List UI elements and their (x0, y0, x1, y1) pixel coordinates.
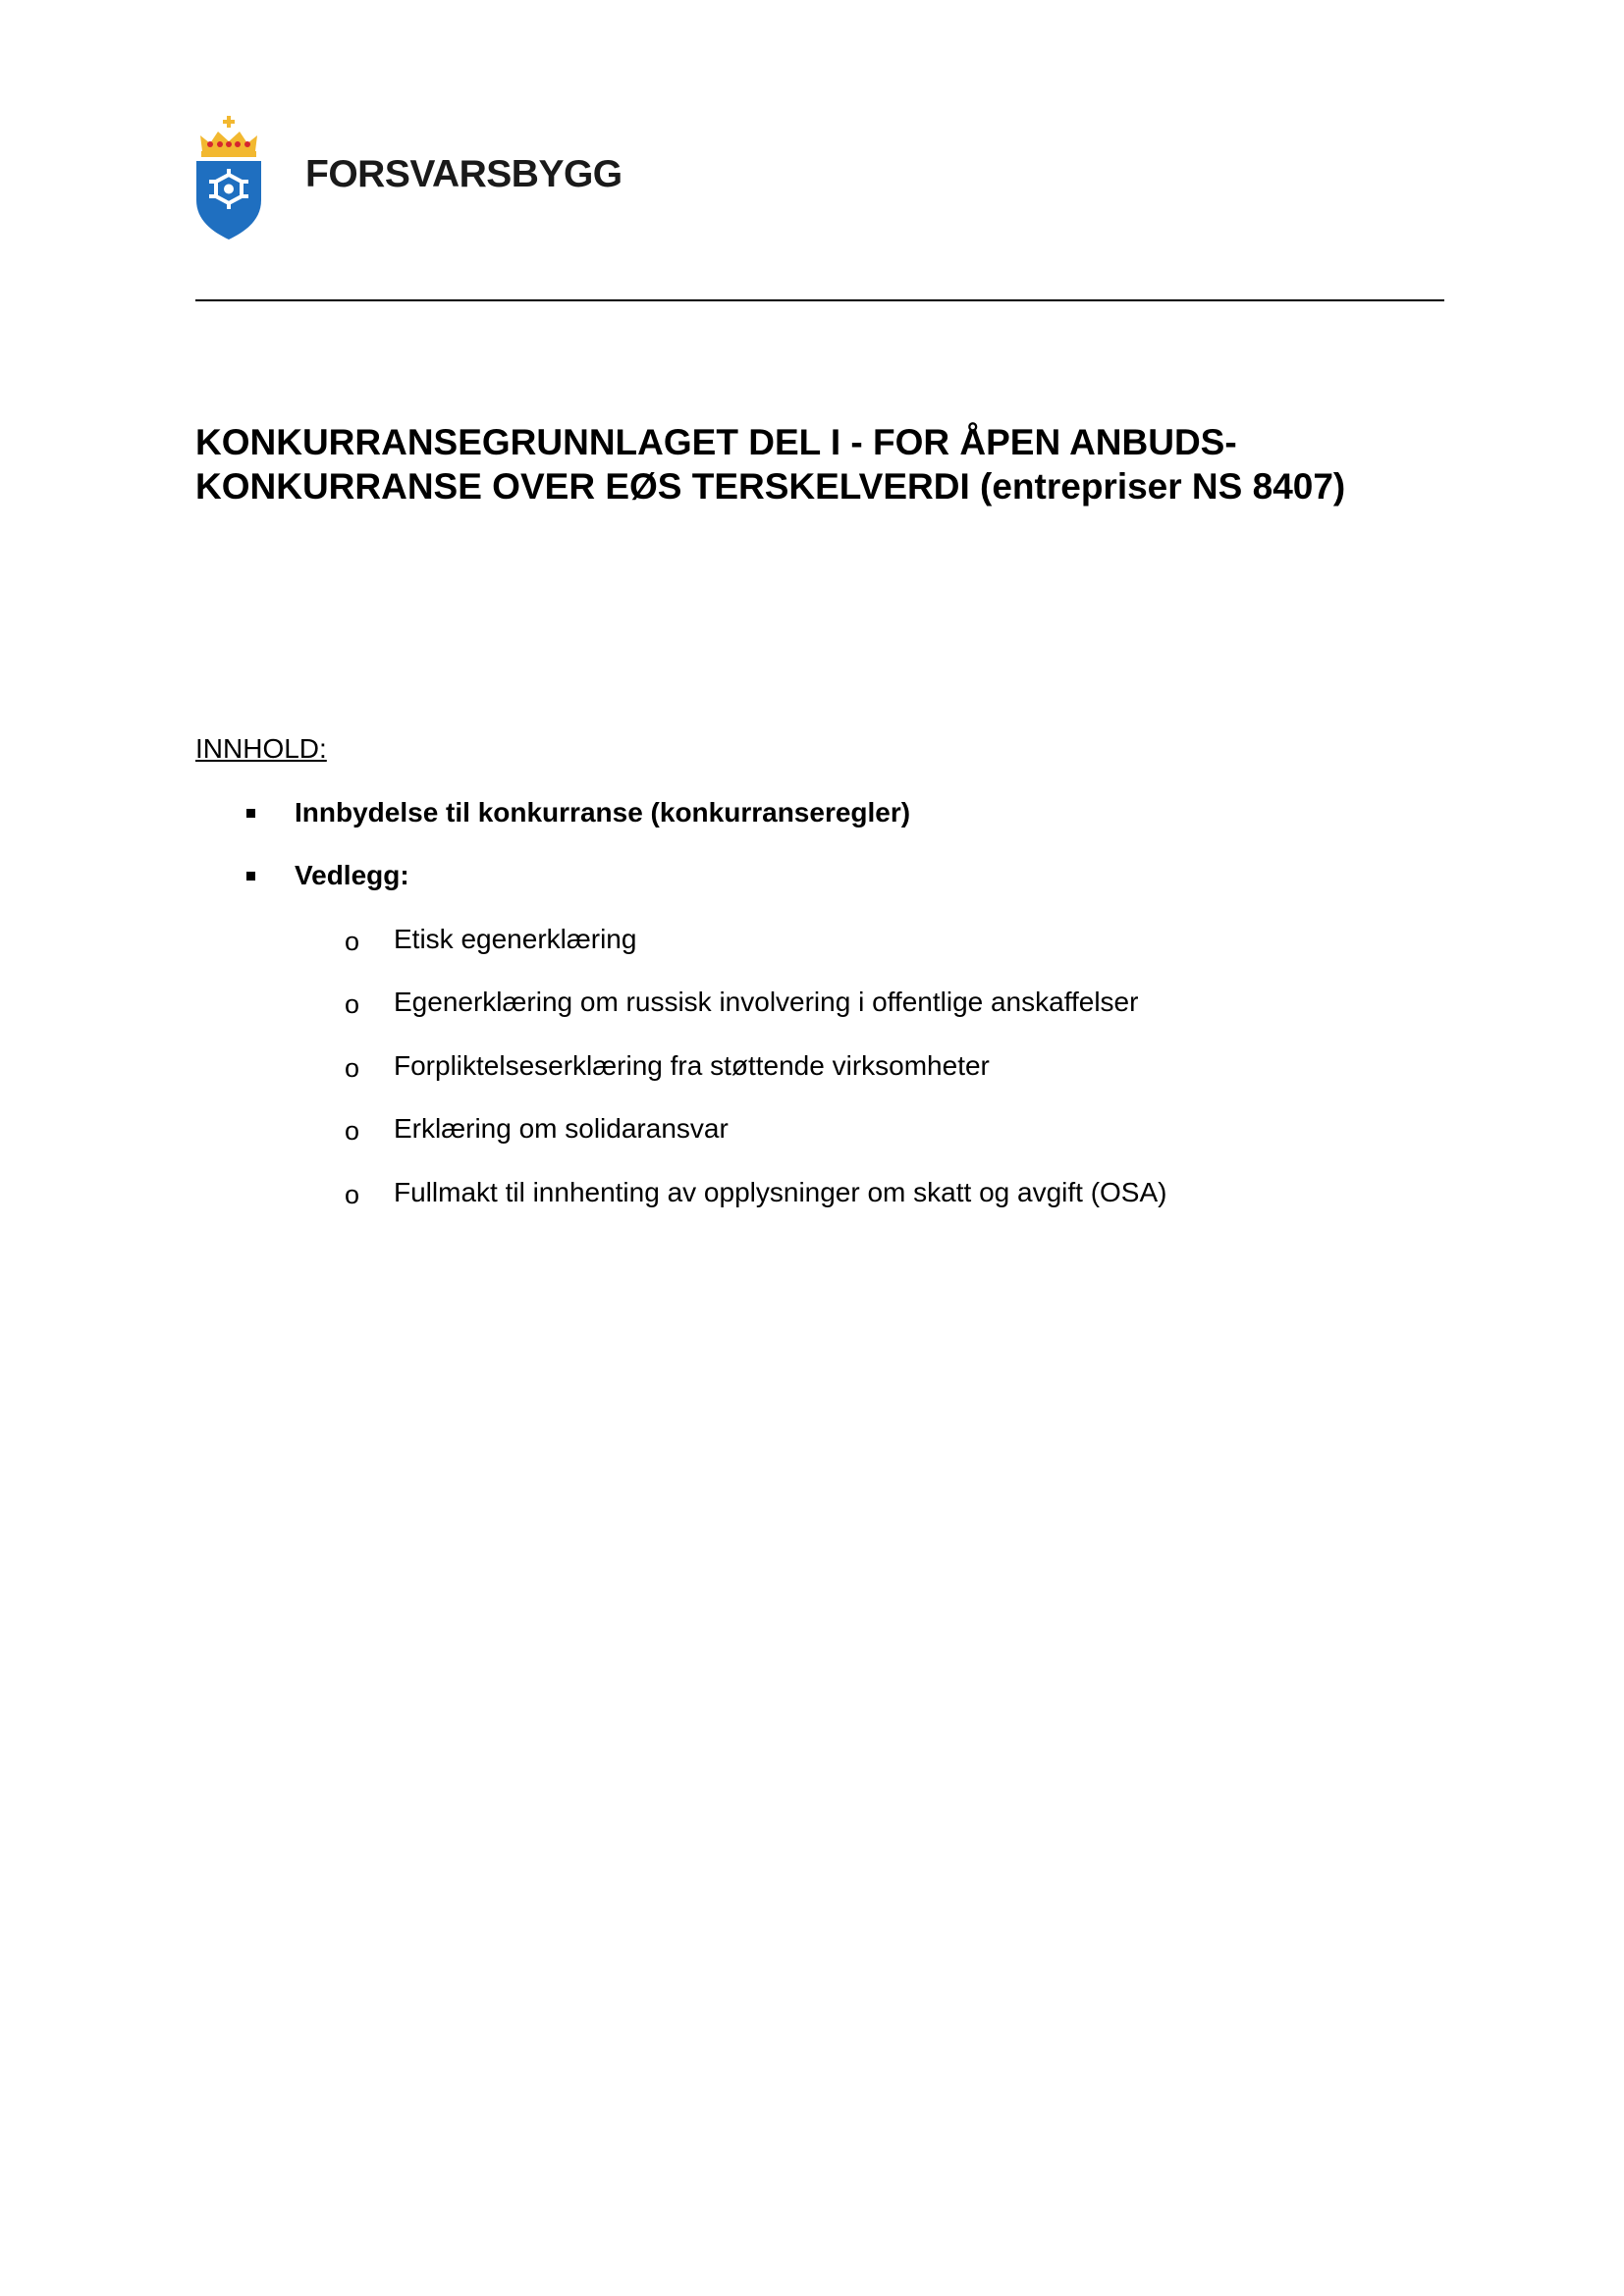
square-bullet-icon (246, 872, 255, 881)
circle-bullet-icon: o (345, 989, 360, 1019)
contents-item-text: Innbydelse til konkurranse (konkurranseregler) (295, 797, 911, 828)
contents-subitem-text: Etisk egenerklæring (394, 924, 637, 954)
contents-item-text: Vedlegg: (295, 860, 409, 890)
document-title-line-2: KONKURRANSE OVER EØS TERSKELVERDI (entrepriser NS 8407) (195, 466, 1346, 507)
header-divider (195, 299, 1444, 301)
circle-bullet-icon: o (345, 927, 360, 956)
circle-bullet-icon: o (345, 1180, 360, 1209)
square-bullet-icon (246, 809, 255, 818)
circle-bullet-icon: o (345, 1116, 360, 1146)
circle-bullet-icon: o (345, 1053, 360, 1083)
contents-subitem-text: Forpliktelseserklæring fra støttende virksomheter (394, 1050, 990, 1081)
contents-subitem-text: Erklæring om solidaransvar (394, 1113, 729, 1144)
contents-subitem-text: Fullmakt til innhenting av opplysninger om skatt og avgift (OSA) (394, 1177, 1167, 1207)
forsvarsbygg-logo (194, 116, 623, 241)
contents-subitem-text: Egenerklæring om russisk involvering i offentlige anskaffelser (394, 987, 1139, 1017)
forsvarsbygg-crest-icon (194, 116, 263, 241)
contents-heading: INNHOLD: (195, 733, 327, 764)
document-title (195, 420, 1444, 508)
document-title-line-1: KONKURRANSEGRUNNLAGET DEL I - FOR ÅPEN ANBUDS- (195, 422, 1237, 462)
logo-wordmark: FORSVARSBYGG (305, 153, 623, 195)
